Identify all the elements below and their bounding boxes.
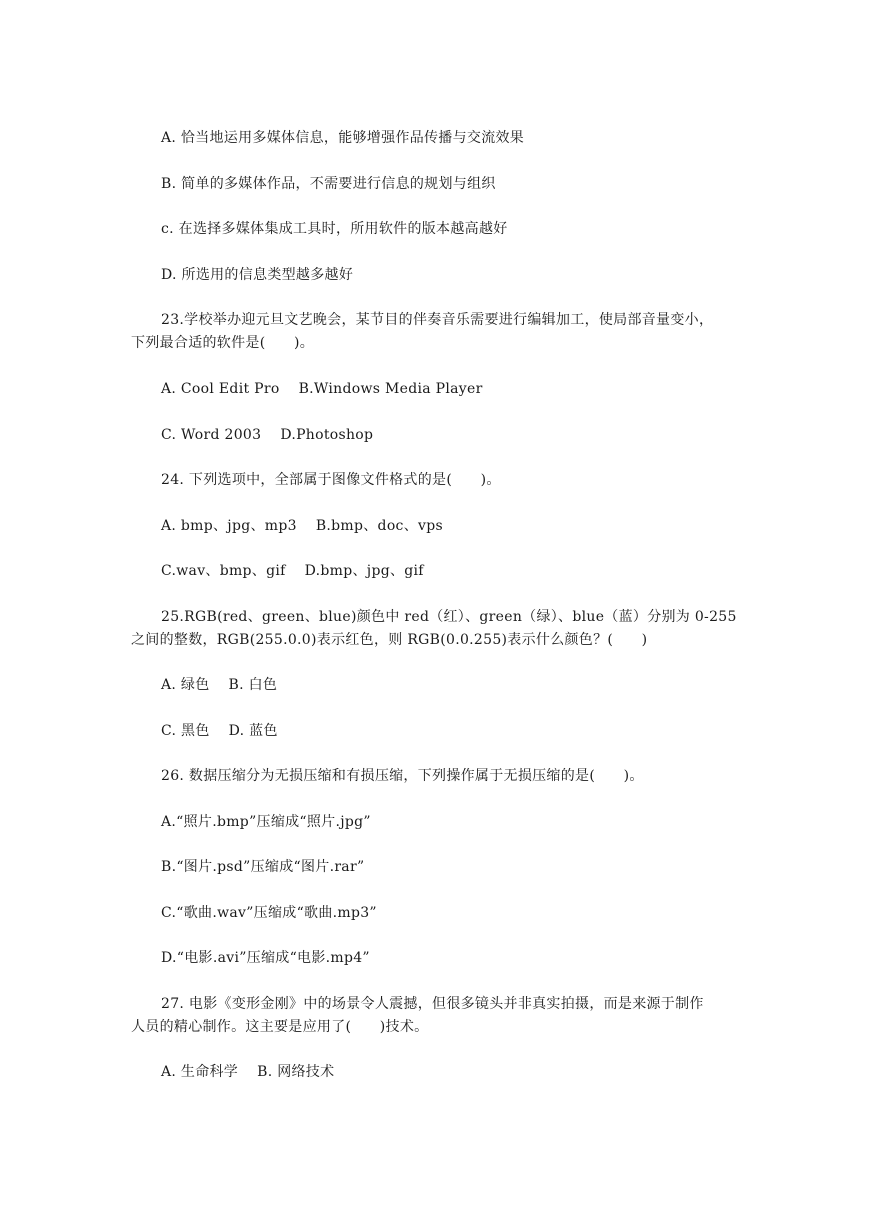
question-24: 24. 下列选项中，全部属于图像文件格式的是( )。: [161, 472, 501, 488]
question-23: [131, 309, 713, 355]
question-25-line2: 之间的整数，RGB(255.0.0)表示红色，则 RGB(0.0.255)表示什么颜色？( ): [131, 632, 648, 648]
option-b-multimedia: B. 简单的多媒体作品，不需要进行信息的规划与组织: [161, 176, 496, 192]
question-25-options-cd: C. 黑色 D. 蓝色: [161, 723, 278, 739]
question-24-options-cd: C.wav、bmp、gif D.bmp、jpg、gif: [161, 563, 424, 579]
question-25-line1: 25.RGB(red、green、blue)颜色中 red（红）、green（绿）、blue（蓝）分别为 0-255: [161, 609, 737, 625]
option-c-multimedia: c. 在选择多媒体集成工具时，所用软件的版本越高越好: [161, 221, 508, 237]
question-27-line1: 27. 电影《变形金刚》中的场景令人震撼，但很多镜头并非真实拍摄，而是来源于制作: [161, 996, 704, 1012]
question-26-option-a: A.“照片.bmp”压缩成“照片.jpg”: [161, 814, 371, 830]
question-25: [131, 606, 737, 652]
question-26-option-c: C.“歌曲.wav”压缩成“歌曲.mp3”: [161, 905, 377, 921]
question-27-line2: 人员的精心制作。这主要是应用了( )技术。: [131, 1019, 429, 1035]
option-a-multimedia: A. 恰当地运用多媒体信息，能够增强作品传播与交流效果: [161, 130, 525, 146]
question-26-option-b: B.“图片.psd”压缩成“图片.rar”: [161, 859, 365, 875]
option-d-multimedia: D. 所选用的信息类型越多越好: [161, 267, 354, 283]
question-25-options-ab: A. 绿色 B. 白色: [161, 677, 278, 693]
question-23-options-cd: C. Word 2003 D.Photoshop: [161, 427, 374, 443]
question-23-line1: 23.学校举办迎元旦文艺晚会，某节目的伴奏音乐需要进行编辑加工，使局部音量变小，: [161, 312, 714, 328]
question-24-options-ab: A. bmp、jpg、mp3 B.bmp、doc、vps: [161, 518, 443, 534]
question-27: [131, 993, 704, 1039]
question-26: 26. 数据压缩分为无损压缩和有损压缩，下列操作属于无损压缩的是( )。: [161, 768, 644, 784]
question-26-option-d: D.“电影.avi”压缩成“电影.mp4”: [161, 950, 370, 966]
question-27-options-ab: A. 生命科学 B. 网络技术: [161, 1064, 335, 1080]
question-23-options-ab: A. Cool Edit Pro B.Windows Media Player: [161, 381, 483, 397]
question-23-line2: 下列最合适的软件是( )。: [131, 335, 315, 351]
